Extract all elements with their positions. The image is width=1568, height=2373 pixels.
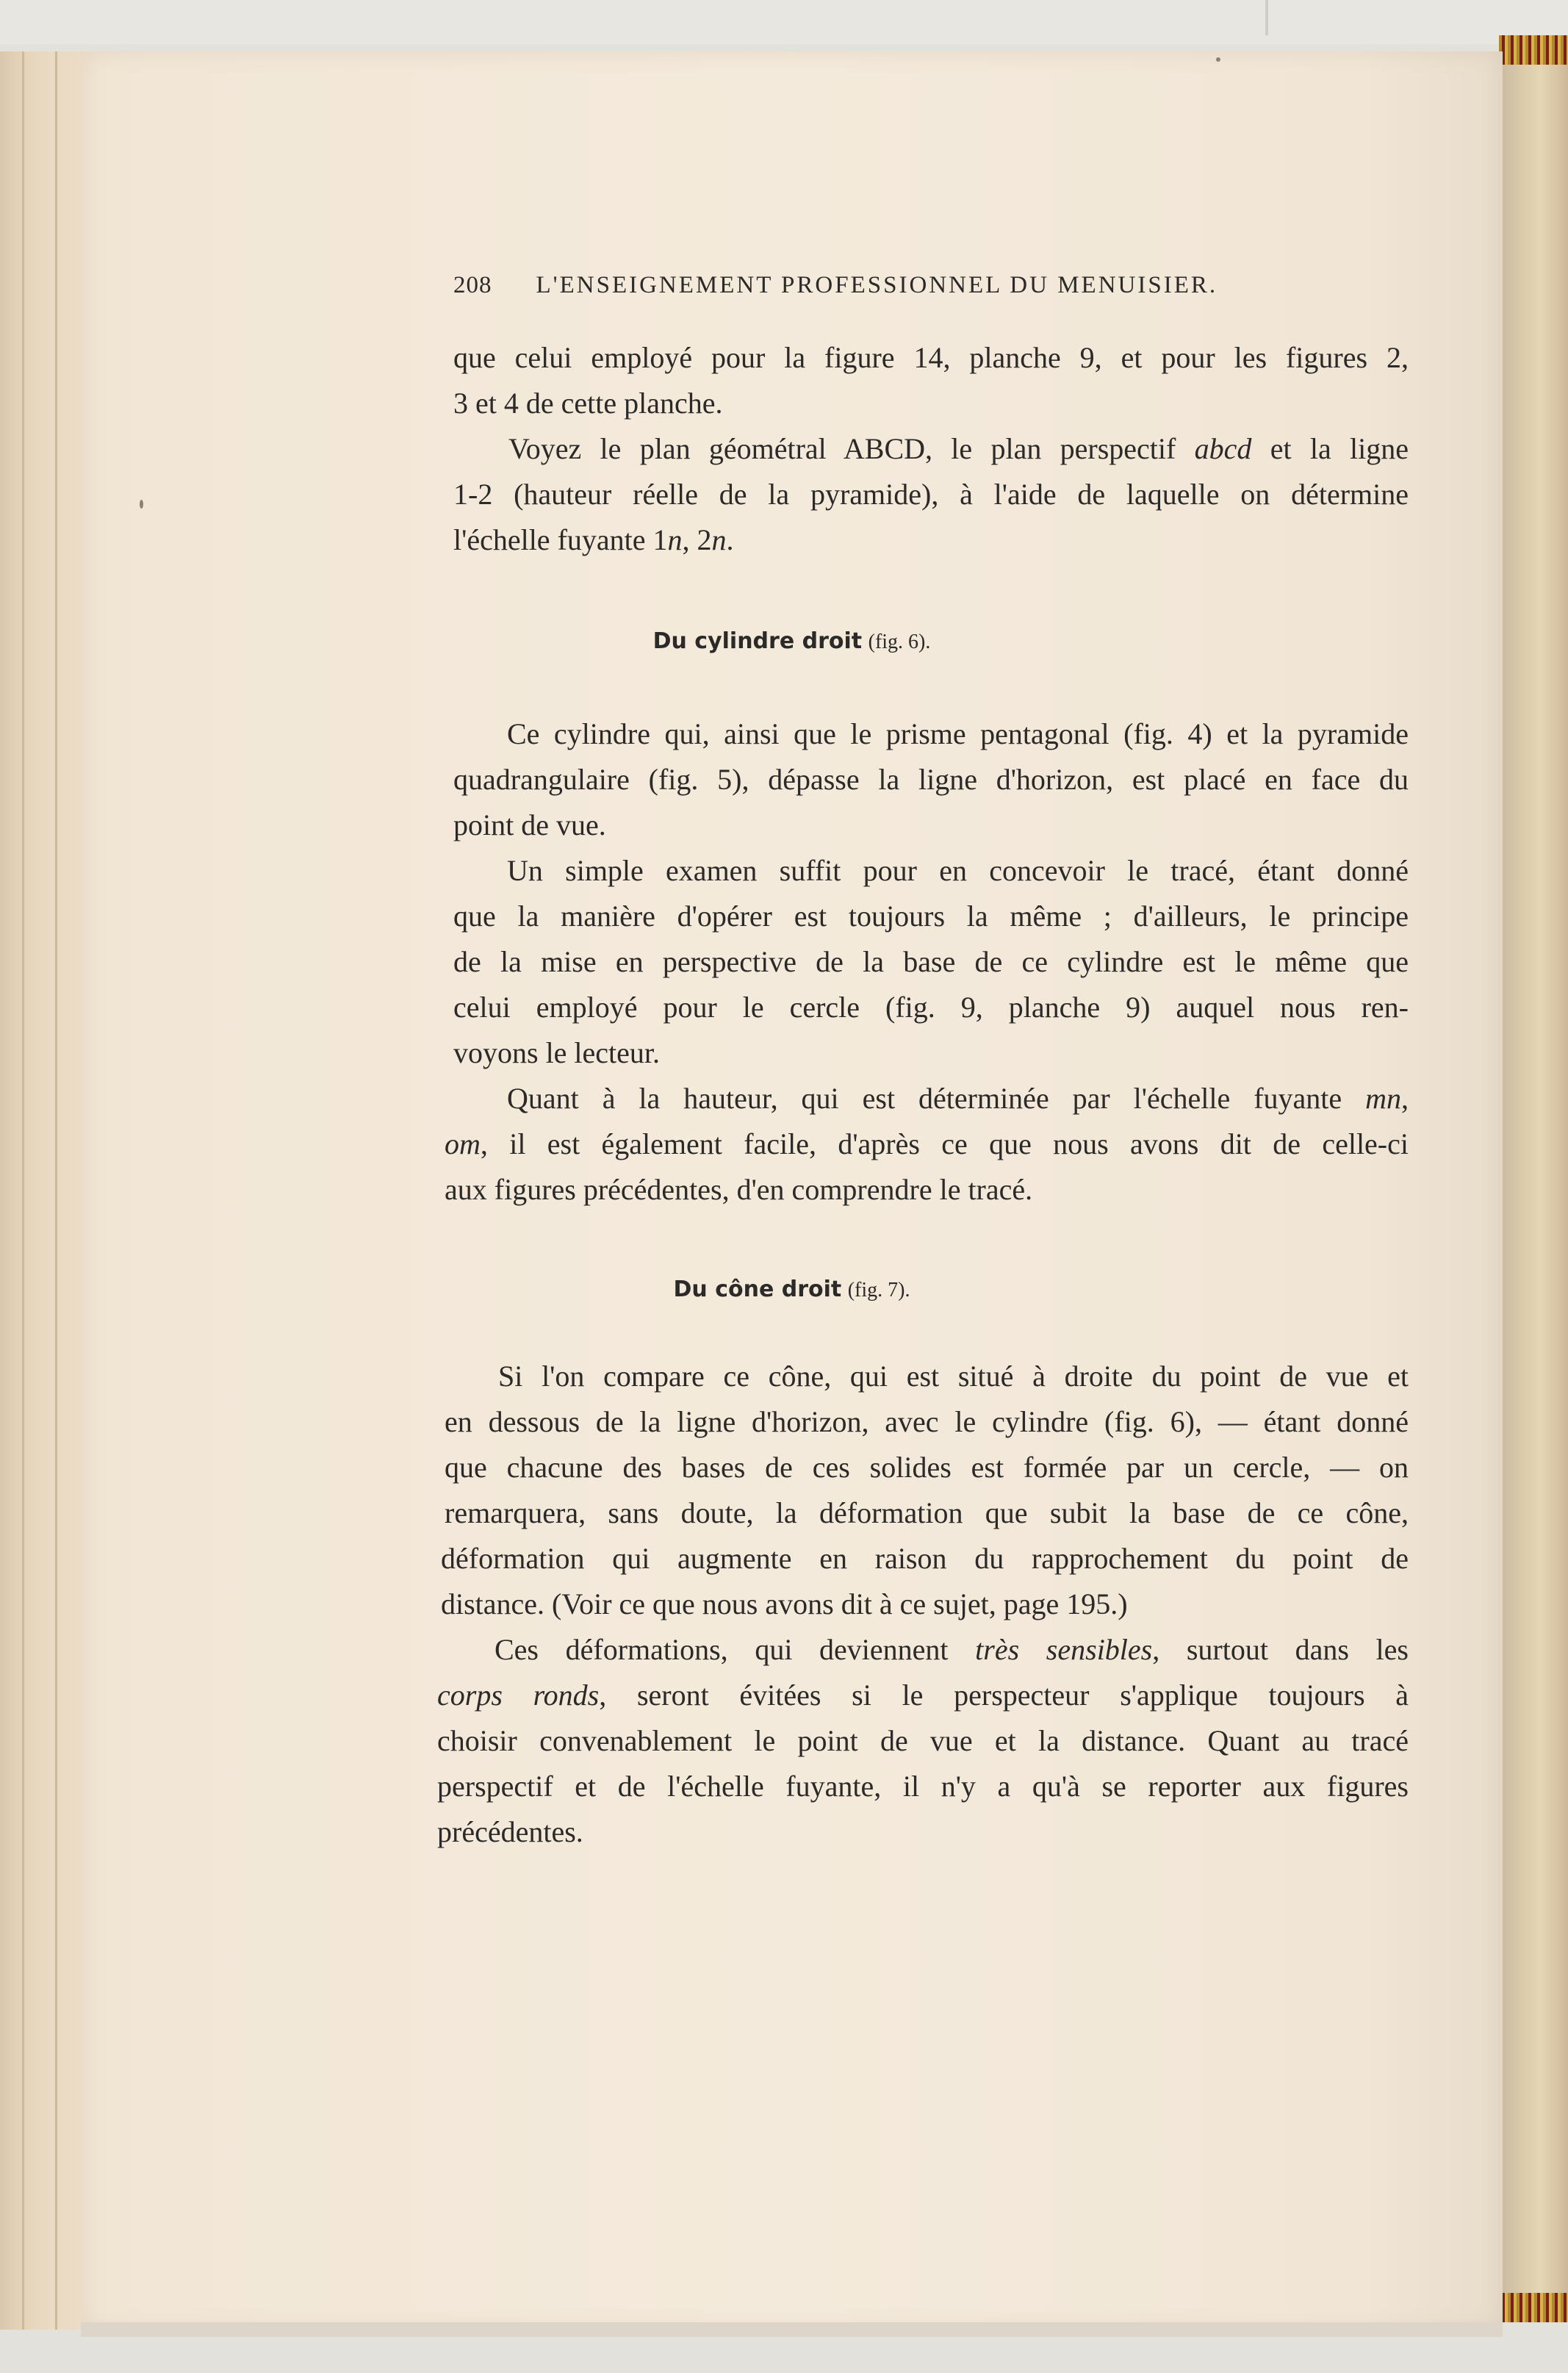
page-shadow (81, 2322, 1503, 2337)
text-line: en dessous de la ligne d'horizon, avec le cylindre (fig. 6), — étant donné (445, 1405, 1409, 1438)
text-line: Voyez le plan géométral ABCD, le plan perspectif abcd et la ligne (508, 432, 1409, 465)
text-line: déformation qui augmente en raison du rapprochement du point de (441, 1542, 1409, 1575)
text-line: Ce cylindre qui, ainsi que le prisme pentagonal (fig. 4) et la pyramide (507, 717, 1409, 750)
speck (140, 500, 143, 509)
text-line: choisir convenablement le point de vue et la distance. Quant au tracé (437, 1724, 1409, 1757)
text-line: corps ronds, seront évitées si le perspecteur s'applique toujours à (437, 1679, 1409, 1712)
heading-fig: (fig. 6). (868, 631, 931, 653)
text-line: Un simple examen suffit pour en concevoir le tracé, étant donné (507, 854, 1409, 887)
text-line: que celui employé pour la figure 14, planche 9, et pour les figures 2, (453, 341, 1409, 374)
scanner-bed (0, 0, 1568, 44)
text-line: point de vue. (453, 808, 606, 841)
book-cover-edge (1499, 35, 1568, 2306)
text-line: perspectif et de l'échelle fuyante, il n'y a qu'à se reporter aux figures (437, 1770, 1409, 1803)
section-heading-cylinder (81, 626, 1503, 657)
text-line: 1-2 (hauteur réelle de la pyramide), à l'aide de laquelle on détermine (453, 478, 1409, 511)
heading-title: Du cône droit (673, 1277, 842, 1302)
page-edge-line (22, 51, 24, 2330)
text-line: Si l'on compare ce cône, qui est situé à droite du point de vue et (498, 1360, 1409, 1393)
scanner-mark (1265, 0, 1268, 35)
text-line: quadrangulaire (fig. 5), dépasse la ligne d'horizon, est placé en face du (453, 763, 1409, 796)
text-line: l'échelle fuyante 1n, 2n. (453, 523, 734, 556)
text-line: Quant à la hauteur, qui est déterminée par l'échelle fuyante mn, (507, 1082, 1409, 1115)
text-line: remarquera, sans doute, la déformation que subit la base de ce cône, (445, 1496, 1409, 1529)
text-line: om, il est également facile, d'après ce que nous avons dit de celle-ci (445, 1127, 1409, 1160)
speck (1216, 57, 1220, 62)
text-line: 3 et 4 de cette planche. (453, 387, 723, 420)
running-title: L'ENSEIGNEMENT PROFESSIONNEL DU MENUISIER. (536, 272, 1218, 298)
cover-tailband (1499, 2293, 1568, 2322)
text-line: précédentes. (437, 1815, 583, 1848)
text-line: distance. (Voir ce que nous avons dit à ce sujet, page 195.) (441, 1587, 1128, 1620)
text-line: que la manière d'opérer est toujours la même ; d'ailleurs, le principe (453, 900, 1409, 933)
heading-title: Du cylindre droit (652, 628, 863, 654)
text-line: aux figures précédentes, d'en comprendre le tracé. (445, 1173, 1033, 1206)
left-page-edges (0, 51, 88, 2330)
cover-headband (1499, 35, 1568, 65)
section-heading-cone (81, 1274, 1503, 1305)
text-line: Ces déformations, qui deviennent très sensibles, surtout dans les (495, 1633, 1409, 1666)
page-edge-line (55, 51, 57, 2330)
page-number: 208 (453, 272, 492, 298)
text-line: voyons le lecteur. (453, 1036, 661, 1069)
running-head (453, 270, 1218, 300)
text-line: celui employé pour le cercle (fig. 9, planche 9) auquel nous ren- (453, 991, 1409, 1024)
text-line: que chacune des bases de ces solides est formée par un cercle, — on (445, 1451, 1409, 1484)
heading-fig: (fig. 7). (847, 1279, 910, 1302)
text-line: de la mise en perspective de la base de ce cylindre est le même que (453, 945, 1409, 978)
